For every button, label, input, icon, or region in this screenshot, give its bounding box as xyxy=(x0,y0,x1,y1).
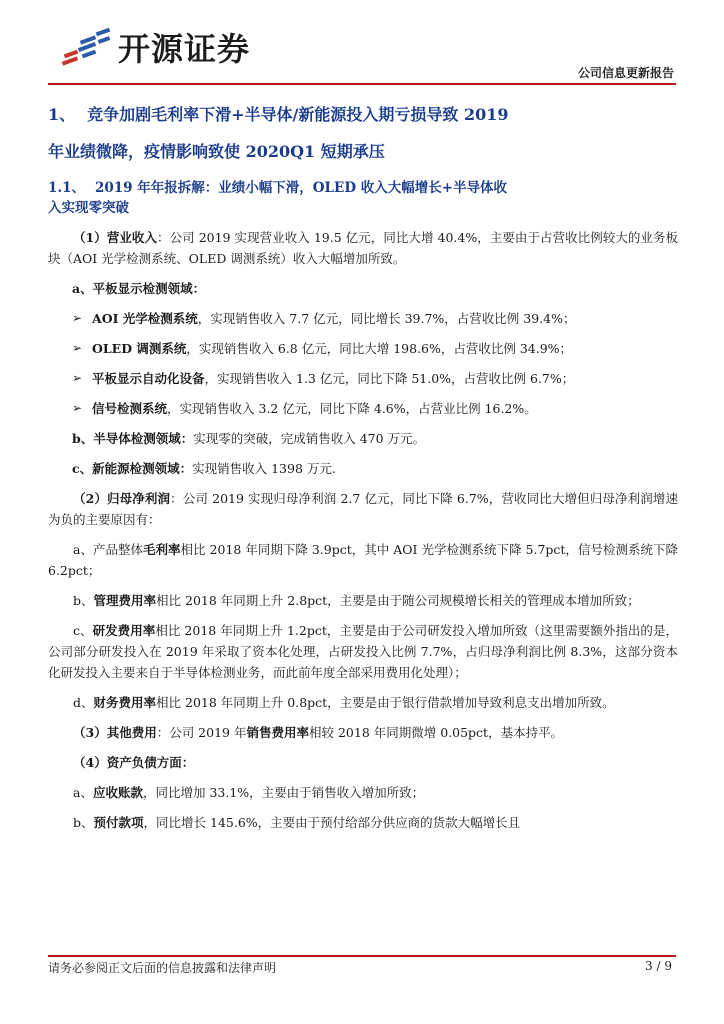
bullet-text: ，实现销售收入 1.3 亿元，同比下降 51.0%，占营收比例 6.7%； xyxy=(204,371,575,386)
assets-bold: 应收账款 xyxy=(92,785,143,800)
net-profit-reason xyxy=(48,539,678,581)
bullet-text: ，实现销售收入 7.7 亿元，同比增长 39.7%，占营收比例 39.4%； xyxy=(197,311,576,326)
bullet-item xyxy=(48,308,678,329)
new-energy-line xyxy=(48,458,678,479)
section-number: 1、 xyxy=(48,105,76,124)
bullet-bold: 平板显示自动化设备 xyxy=(92,371,205,386)
reason-text: 相比 2018 年同期上升 0.8pct，主要是由于银行借款增加导致利息支出增加所致。 xyxy=(156,695,615,710)
reason-bold: 研发费用率 xyxy=(92,623,156,638)
logo-icon xyxy=(60,26,114,68)
main-content xyxy=(48,96,678,833)
assets-bold: 预付款项 xyxy=(93,815,144,830)
net-profit-paragraph xyxy=(48,488,678,530)
bullet-item xyxy=(48,338,678,359)
net-profit-reason xyxy=(48,590,678,611)
assets-heading xyxy=(48,752,678,773)
reason-bold: 财务费用率 xyxy=(93,695,157,710)
bullet-bold: 信号检测系统 xyxy=(92,401,168,416)
arrow-bullet-icon: ➢ xyxy=(72,401,83,415)
arrow-bullet-icon: ➢ xyxy=(72,311,83,325)
subsection-title-line1: 2019 年年报拆解：业绩小幅下滑，OLED 收入大幅增长+半导体收 xyxy=(95,180,508,196)
reason-text: 相比 2018 年同期上升 1.2pct，主要是由于公司研发投入增加所致（这里需要额外指出的是，公司部分研发投入在 2019 年采取了资本化处理，占研发投入比例 7.7%，占归母净利润比例 8.3%，这部分资本化研发投入主要来自于半导体检测业务，而此前年度全部采用费用化处理）； xyxy=(48,623,678,680)
arrow-bullet-icon: ➢ xyxy=(72,371,83,385)
reason-prefix: b、 xyxy=(73,593,94,608)
assets-item xyxy=(48,812,678,833)
bullet-bold: AOI 光学检测系统 xyxy=(92,311,198,326)
semiconductor-text: 实现零的突破，完成销售收入 470 万元。 xyxy=(193,431,426,446)
bullet-text: ，实现销售收入 6.8 亿元，同比大增 198.6%，占营收比例 34.9%； xyxy=(186,341,573,356)
assets-text: ，同比增长 145.6%，主要由于预付给部分供应商的货款大幅增长且 xyxy=(143,815,521,830)
bullet-item xyxy=(48,368,678,389)
header-divider xyxy=(48,83,676,85)
reason-text: 相比 2018 年同期下降 3.9pct，其中 AOI 光学检测系统下降 5.7pct，信号检测系统下降 6.2pct； xyxy=(48,542,678,578)
revenue-lead: （1）营业收入 xyxy=(73,230,158,245)
bullet-item xyxy=(48,398,678,419)
reason-prefix: c、 xyxy=(73,623,93,638)
assets-lead: （4）资产负债方面： xyxy=(73,755,195,770)
section-title-line1: 竞争加剧毛利率下滑+半导体/新能源投入期亏损导致 2019 xyxy=(87,105,509,124)
new-energy-text: 实现销售收入 1398 万元. xyxy=(192,461,336,476)
other-expense-paragraph xyxy=(48,722,678,743)
section-title-line2: 年业绩微降，疫情影响致使 2020Q1 短期承压 xyxy=(48,142,385,161)
reason-prefix: d、 xyxy=(73,695,94,710)
net-profit-lead: （2）归母净利润 xyxy=(73,491,171,506)
assets-prefix: b、 xyxy=(73,815,94,830)
footer-divider xyxy=(48,955,676,957)
flat-panel-label: a、平板显示检测领域： xyxy=(72,281,206,296)
subsection-title-line2: 入实现零突破 xyxy=(48,200,129,216)
reason-prefix: a、产品整体 xyxy=(73,542,144,557)
section-heading-1 xyxy=(48,96,678,170)
subsection-number: 1.1、 xyxy=(48,180,85,196)
reason-bold: 毛利率 xyxy=(143,542,181,557)
revenue-text: ：公司 2019 实现营业收入 19.5 亿元，同比大增 40.4%，主要由于占营收比例较大的业务板块（AOI 光学检测系统、OLED 调测系统）收入大幅增加所致。 xyxy=(48,230,678,266)
new-energy-label: c、新能源检测领域： xyxy=(72,461,193,476)
other-expense-bold: 销售费用率 xyxy=(246,725,309,740)
semiconductor-line xyxy=(48,428,678,449)
footer-disclaimer: 请务必参阅正文后面的信息披露和法律声明 xyxy=(48,961,277,975)
report-type-label: 公司信息更新报告 xyxy=(577,66,674,80)
assets-prefix: a、 xyxy=(73,785,93,800)
brand-name: 开源证券 xyxy=(118,30,251,68)
assets-item xyxy=(48,782,678,803)
assets-text: ，同比增加 33.1%，主要由于销售收入增加所致； xyxy=(142,785,425,800)
company-logo xyxy=(60,24,250,70)
reason-text: 相比 2018 年同期上升 2.8pct，主要是由于随公司规模增长相关的管理成本增加所致； xyxy=(156,593,640,608)
net-profit-text: ：公司 2019 实现归母净利润 2.7 亿元，同比下降 6.7%，营收同比大增但归母净利润增速为负的主要原因有： xyxy=(48,491,678,527)
net-profit-reason xyxy=(48,692,678,713)
bullet-bold: OLED 调测系统 xyxy=(92,341,187,356)
semiconductor-label: b、半导体检测领域： xyxy=(72,431,194,446)
flat-panel-heading xyxy=(48,278,678,299)
other-expense-text: 相较 2018 年同期微增 0.05pct，基本持平。 xyxy=(308,725,564,740)
arrow-bullet-icon: ➢ xyxy=(72,341,83,355)
other-expense-lead: （3）其他费用 xyxy=(73,725,157,740)
other-expense-prefix: ：公司 2019 年 xyxy=(156,725,247,740)
reason-bold: 管理费用率 xyxy=(93,593,157,608)
net-profit-reason xyxy=(48,620,678,683)
bullet-text: ，实现销售收入 3.2 亿元，同比下降 4.6%，占营业比例 16.2%。 xyxy=(167,401,537,416)
subsection-heading-1-1 xyxy=(48,178,678,218)
page-header xyxy=(0,0,724,90)
page-number: 3 / 9 xyxy=(645,959,672,973)
revenue-paragraph xyxy=(48,227,678,269)
